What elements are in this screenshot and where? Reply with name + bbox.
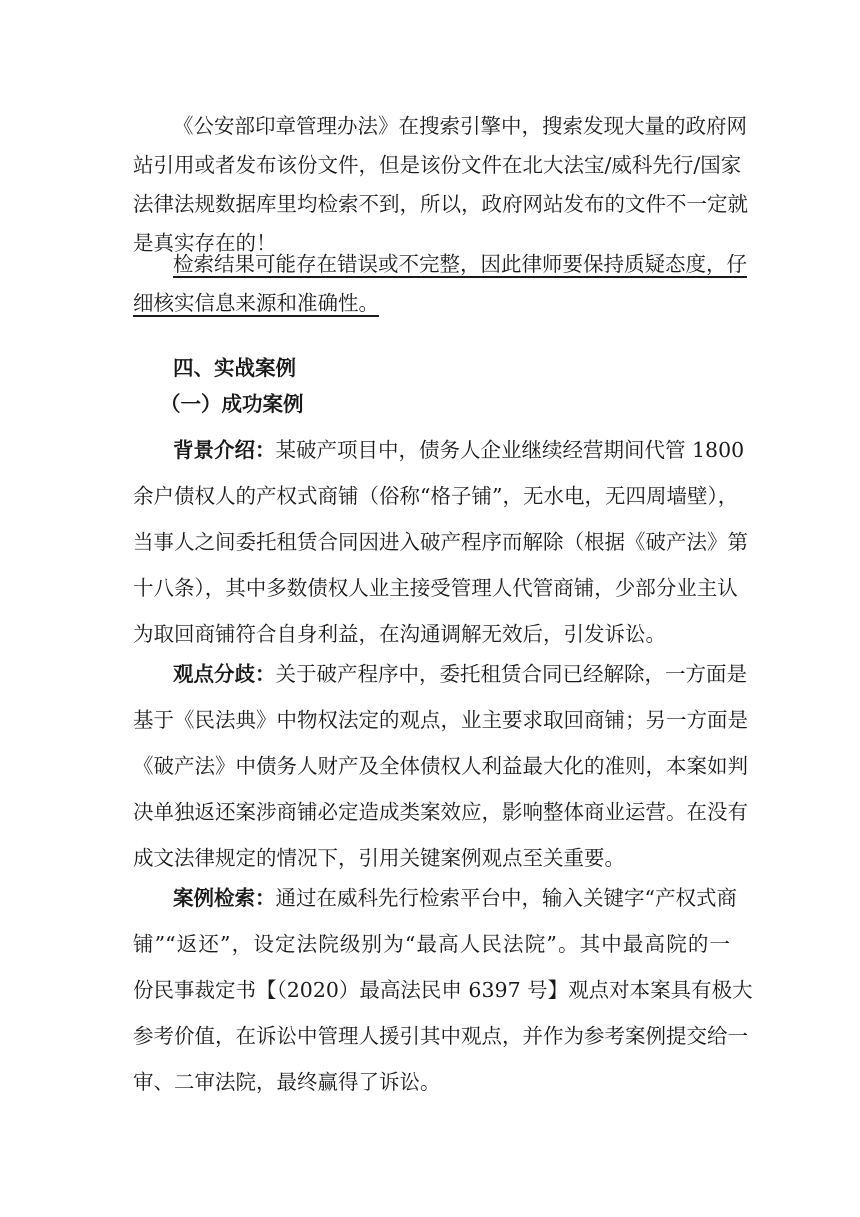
paragraph-line: 为取回商铺符合自身利益，在沟通调解无效后，引发诉讼。 bbox=[133, 622, 666, 646]
paragraph-line: 细核实信息来源和准确性。 bbox=[133, 291, 379, 315]
paragraph-line: 法律法规数据库里均检索不到，所以，政府网站发布的文件不一定就 bbox=[133, 192, 748, 216]
paragraph-line: 参考价值，在诉讼中管理人援引其中观点，并作为参考案例提交给一 bbox=[133, 1024, 748, 1048]
paragraph-label: 背景介绍： bbox=[173, 438, 276, 462]
paragraph-label: 案例检索： bbox=[173, 886, 276, 910]
paragraph-line: 十八条），其中多数债权人业主接受管理人代管商铺，少部分业主认 bbox=[133, 576, 738, 600]
paragraph-line: 背景介绍：某破产项目中，债务人企业继续经营期间代管 1800 bbox=[173, 438, 745, 462]
paragraph-line: 案例检索：通过在威科先行检索平台中，输入关键字“产权式商 bbox=[173, 886, 737, 910]
paragraph-background bbox=[133, 436, 748, 648]
paragraph-line: 基于《民法典》中物权法定的观点，业主要求取回商铺；另一方面是 bbox=[133, 708, 748, 732]
paragraph-line: 检索结果可能存在错误或不完整，因此律师要保持质疑态度，仔 bbox=[173, 252, 747, 276]
paragraph-search-engine bbox=[133, 112, 748, 257]
paragraph-disagreement bbox=[133, 660, 748, 872]
section-heading: 四、实战案例 bbox=[173, 356, 296, 380]
paragraph-line: 《破产法》中债务人财产及全体债权人利益最大化的准则，本案如判 bbox=[133, 754, 748, 778]
paragraph-line: 是真实存在的！ bbox=[133, 231, 277, 255]
paragraph-line: 份民事裁定书【（2020）最高法民申 6397 号】观点对本案具有极大 bbox=[133, 978, 753, 1002]
subsection-heading: （一）成功案例 bbox=[160, 392, 304, 416]
paragraph-line: 站引用或者发布该份文件，但是该份文件在北大法宝/威科先行/国家 bbox=[133, 153, 742, 177]
paragraph-label: 观点分歧： bbox=[173, 662, 276, 686]
paragraph-line: 审、二审法院，最终赢得了诉讼。 bbox=[133, 1070, 441, 1094]
paragraph-line: 《公安部印章管理办法》在搜索引擎中，搜索发现大量的政府网 bbox=[173, 114, 747, 138]
paragraph-line: 观点分歧：关于破产程序中，委托租赁合同已经解除，一方面是 bbox=[173, 662, 747, 686]
paragraph-line: 铺”“返还”，设定法院级别为“最高人民法院”。其中最高院的一 bbox=[133, 932, 730, 956]
paragraph-line: 成文法律规定的情况下，引用关键案例观点至关重要。 bbox=[133, 846, 625, 870]
paragraph-case-search bbox=[133, 884, 753, 1096]
paragraph-caution-underlined bbox=[133, 250, 747, 317]
paragraph-line: 当事人之间委托租赁合同因进入破产程序而解除（根据《破产法》第 bbox=[133, 530, 748, 554]
paragraph-line: 决单独返还案涉商铺必定造成类案效应，影响整体商业运营。在没有 bbox=[133, 800, 748, 824]
paragraph-line: 余户债权人的产权式商铺（俗称“格子铺”，无水电，无四周墙壁）， bbox=[133, 484, 739, 508]
